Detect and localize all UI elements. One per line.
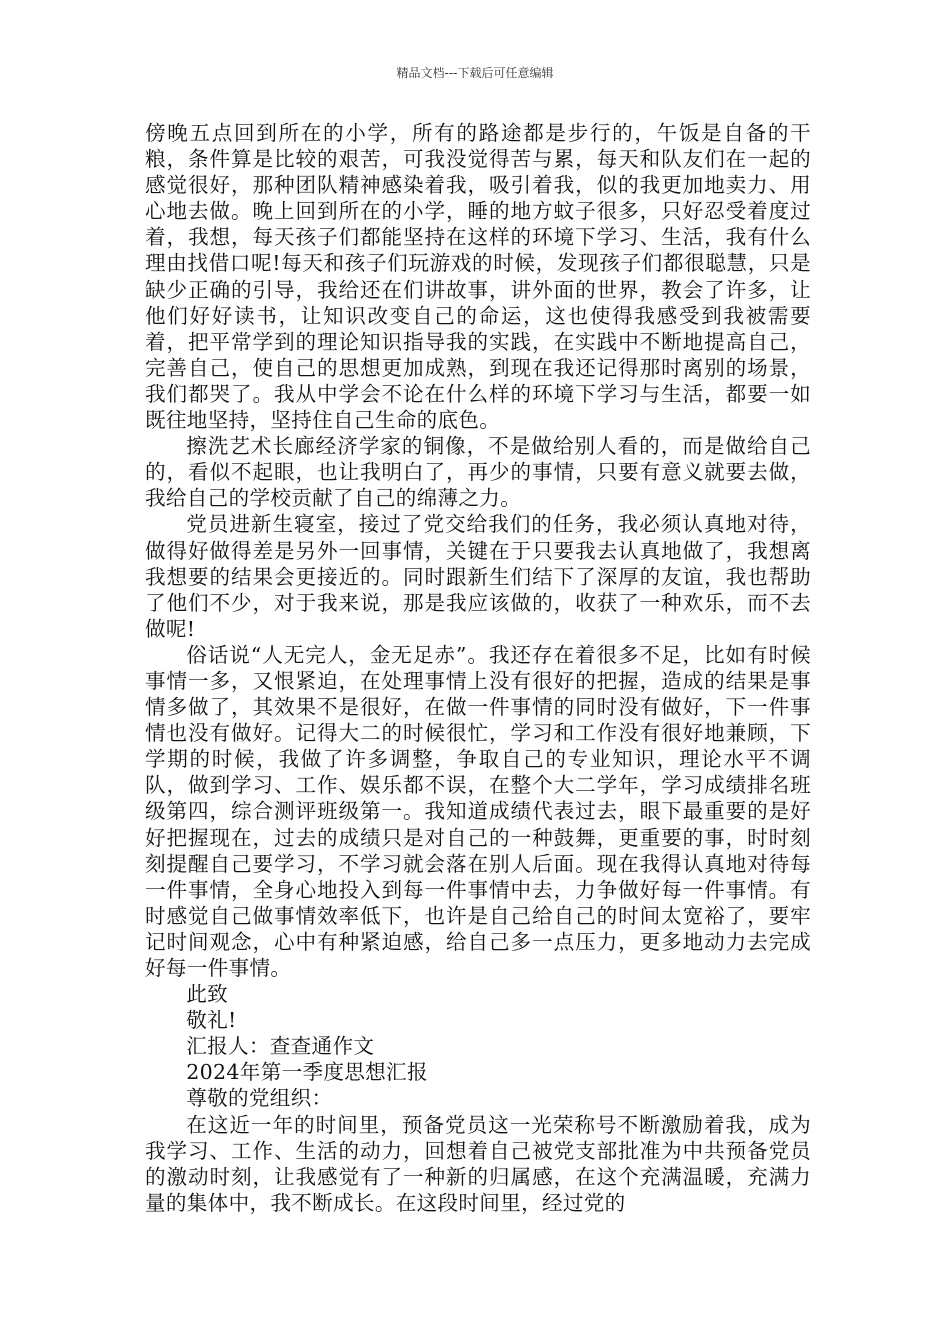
reporter-line: 汇报人：查查通作文 (186, 1034, 375, 1059)
report-title: 2024年第一季度思想汇报 (186, 1060, 428, 1085)
paragraph-shortcomings: 俗话说“人无完人，金无足赤”。我还存在着很多不足，比如有时候事情一多，又恨紧迫，在处理事情上没有很好的把握，造成的结果是事情多做了，其效果不是很好，在做一件事情的同时没有做好，下一件事情也没有做好。记得大二的时候很忙，学习和工作没有很好地兼顾，下学期的时候，我做了许多调整，争取自己的专业知识，理论水平不调队，做到学习、工作、娱乐都不误，在整个大二学年，学习成绩排名班级第四，综合测评班级第一。我知道成绩代表过去，眼下最重要的是好好把握现在，过去的成绩只是对自己的一种鼓舞，更重要的事，时时刻刻提醒自己要学习，不学习就会落在别人后面。现在我得认真地对待每一件事情，全身心地投入到每一件事情中去，力争做好每一件事情。有时感觉自己做事情效率低下，也许是自己给自己的时间太宽裕了，要牢记时间观念，心中有种紧迫感，给自己多一点压力，更多地动力去完成好每一件事情。 (145, 642, 811, 980)
document-body (145, 120, 811, 1216)
page-header: 精品文档---下载后可任意编辑 (396, 66, 554, 80)
paragraph-report-opening: 在这近一年的时间里，预备党员这一光荣称号不断激励着我，成为我学习、工作、生活的动力，回想着自己被党支部批准为中共预备党员的激动时刻，让我感觉有了一种新的归属感，在这个充满温暖，充满力量的集体中，我不断成长。在这段时间里，经过党的 (145, 1112, 811, 1215)
closing-salutation: 此致 (186, 982, 228, 1007)
closing-regards: 敬礼! (186, 1008, 237, 1033)
paragraph-rural-practice: 傍晚五点回到所在的小学，所有的路途都是步行的，午饭是自备的干粮，条件算是比较的艰苦，可我没觉得苦与累，每天和队友们在一起的感觉很好，那种团队精神感染着我，吸引着我，似的我更加地卖力、用心地去做。晚上回到所在的小学，睡的地方蚊子很多，只好忍受着度过着，我想，每天孩子们都能坚持在这样的环境下学习、生活，我有什么理由找借口呢!每天和孩子们玩游戏的时候，发现孩子们都很聪慧，只是缺少正确的引导，我给还在们讲故事，讲外面的世界，教会了许多，让他们好好读书，让知识改变自己的命运，这也使得我感受到我被需要着，把平常学到的理论知识指导我的实践，在实践中不断地提高自己，完善自己，使自己的思想更加成熟，到现在我还记得那时离别的场景，我们都哭了。我从中学会不论在什么样的环境下学习与生活，都要一如既往地坚持，坚持住自己生命的底色。 (145, 121, 811, 433)
greeting-line: 尊敬的党组织： (186, 1086, 333, 1111)
paragraph-statue-cleaning: 擦洗艺术长廊经济学家的铜像，不是做给别人看的，而是做给自己的，看似不起眼，也让我明白了，再少的事情，只要有意义就要去做，我给自己的学校贡献了自己的绵薄之力。 (145, 434, 811, 511)
paragraph-dorm-visit: 党员进新生寝室，接过了党交给我们的任务，我必须认真地对待，做得好做得差是另外一回事情，关键在于只要我去认真地做了，我想离我想要的结果会更接近的。同时跟新生们结下了深厚的友谊，我也帮助了他们不少，对于我来说，那是我应该做的，收获了一种欢乐，而不去做呢! (145, 512, 811, 641)
